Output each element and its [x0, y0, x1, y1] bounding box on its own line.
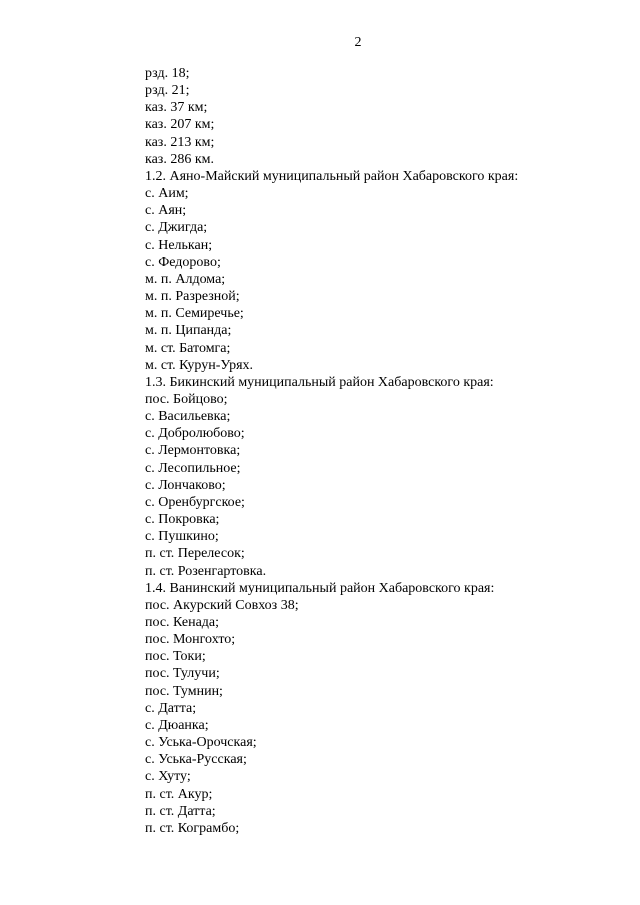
list-item: м. ст. Батомга; — [145, 340, 231, 356]
list-item: м. ст. Курун-Урях. — [145, 357, 254, 373]
list-item: пос. Кенада; — [145, 615, 220, 630]
section-heading: 1.2. Аяно-Майский муниципальный район Хабаровского края: — [145, 168, 519, 184]
list-item: пос. Токи; — [145, 649, 206, 665]
list-item: с. Датта; — [145, 700, 197, 716]
list-item: каз. 207 км; — [145, 117, 215, 133]
list-item: с. Федорово; — [145, 254, 221, 270]
list-item: с. Хуту; — [145, 769, 191, 785]
list-item: пос. Тумнин; — [145, 683, 223, 699]
list-item: п. ст. Акур; — [145, 786, 213, 802]
page-number: 2 — [354, 35, 362, 50]
list-item: рзд. 21; — [145, 83, 190, 99]
list-item: пос. Бойцово; — [145, 391, 228, 407]
list-item: с. Лесопильное; — [145, 460, 241, 476]
list-item: с. Дюанка; — [145, 717, 209, 733]
list-item: п. ст. Датта; — [145, 803, 216, 819]
list-item: с. Покровка; — [145, 512, 220, 528]
list-item: каз. 286 км. — [145, 151, 214, 167]
section-heading: 1.3. Бикинский муниципальный район Хабаровского края: — [145, 374, 494, 390]
list-item: с. Аим; — [145, 186, 189, 202]
list-item: п. ст. Розенгартовка. — [145, 563, 267, 579]
list-item: с. Нелькан; — [145, 237, 213, 253]
list-item: рзд. 18; — [145, 66, 190, 81]
list-item: каз. 37 км; — [145, 100, 208, 116]
list-item: с. Лончаково; — [145, 477, 226, 493]
document-body — [145, 65, 615, 837]
list-item: с. Уська-Русская; — [145, 752, 247, 768]
list-item: м. п. Семиречье; — [145, 306, 244, 322]
list-item: пос. Тулучи; — [145, 666, 220, 682]
list-item: с. Пушкино; — [145, 529, 219, 545]
list-item: м. п. Ципанда; — [145, 323, 232, 339]
list-item: с. Уська-Орочская; — [145, 735, 257, 751]
list-item: с. Добролюбово; — [145, 426, 245, 442]
list-item: каз. 213 км; — [145, 134, 215, 150]
list-item: пос. Монгохто; — [145, 632, 236, 648]
list-item: пос. Акурский Совхоз 38; — [145, 597, 299, 613]
list-item: м. п. Разрезной; — [145, 289, 240, 305]
list-item: м. п. Алдома; — [145, 271, 226, 287]
list-item: с. Джигда; — [145, 220, 208, 236]
list-item: с. Оренбургское; — [145, 494, 245, 510]
section-heading: 1.4. Ванинский муниципальный район Хабаровского края: — [145, 580, 495, 596]
list-item: п. ст. Кограмбо; — [145, 820, 240, 836]
list-item: с. Васильевка; — [145, 409, 231, 425]
list-item: п. ст. Перелесок; — [145, 546, 245, 562]
list-item: с. Аян; — [145, 203, 187, 219]
list-item: с. Лермонтовка; — [145, 443, 241, 459]
